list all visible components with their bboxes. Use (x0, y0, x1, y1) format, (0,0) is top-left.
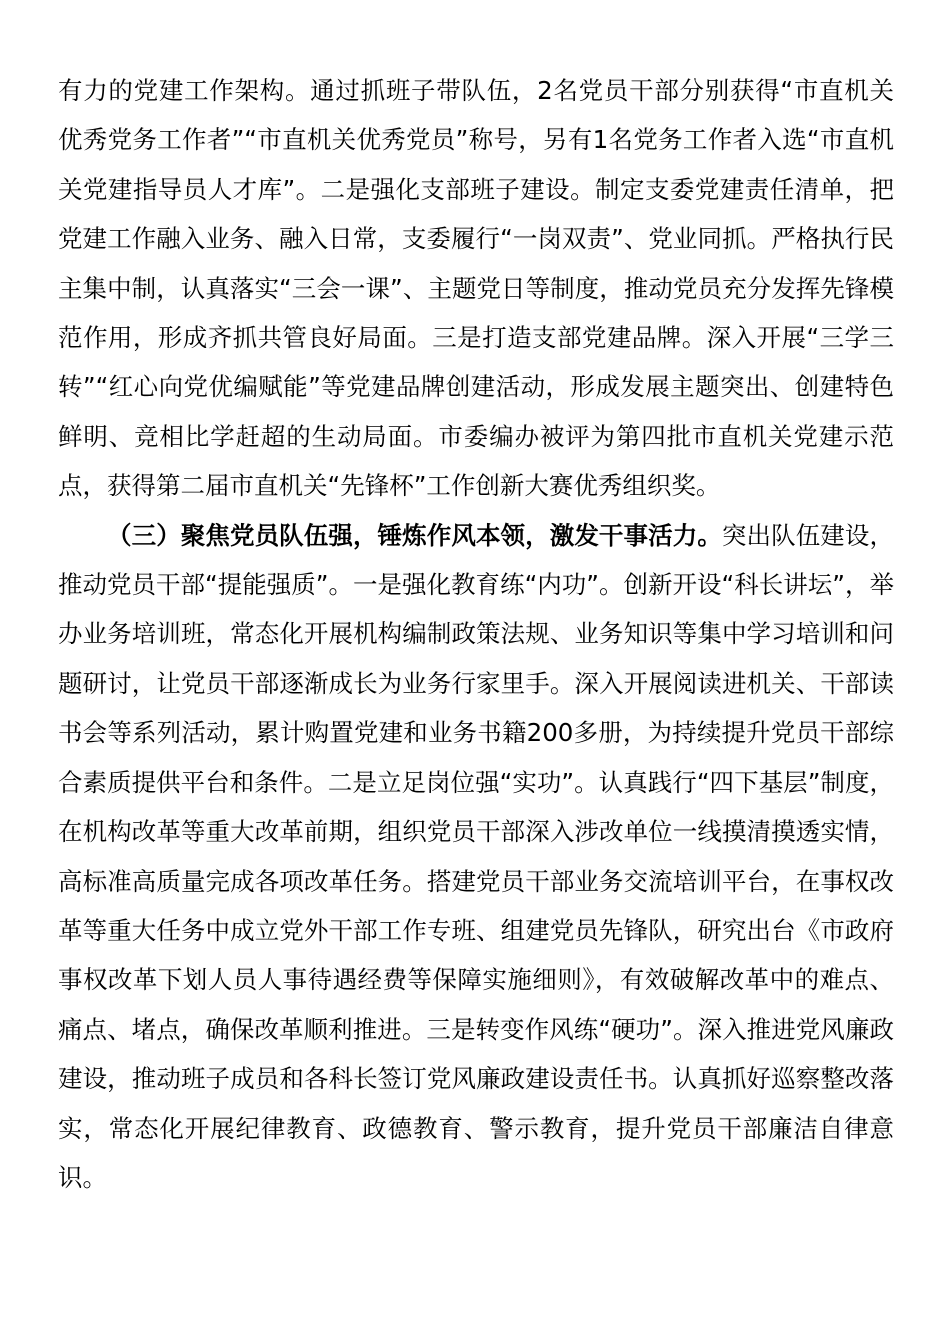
paragraph-continuation (58, 66, 894, 511)
paragraph-section-three (58, 511, 894, 1203)
section-heading: （三）聚焦党员队伍强，锤炼作风本领，激发干事活力。 (107, 520, 722, 550)
paragraph-body: 有力的党建工作架构。通过抓班子带队伍，2名党员干部分别获得“市直机关优秀党务工作者”“市直机关优秀党员”称号，另有1名党务工作者入选“市直机关党建指导员人才库”。二是强化支部班子建设。制定支委党建责任清单，把党建工作融入业务、融入日常，支委履行“一岗双责”、党业同抓。严格执行民主集中制，认真落实“三会一课”、主题党日等制度，推动党员充分发挥先锋模范作用，形成齐抓共管良好局面。三是打造支部党建品牌。深入开展“三学三转”“红心向党优编赋能”等党建品牌创建活动，形成发展主题突出、创建特色鲜明、竞相比学赶超的生动局面。市委编办被评为第四批市直机关党建示范点，获得第二届市直机关“先锋杯”工作创新大赛优秀组织奖。 (58, 76, 894, 501)
paragraph-body: 突出队伍建设，推动党员干部“提能强质”。一是强化教育练“内功”。创新开设“科长讲坛”，举办业务培训班，常态化开展机构编制政策法规、业务知识等集中学习培训和问题研讨，让党员干部逐渐成长为业务行家里手。深入开展阅读进机关、干部读书会等系列活动，累计购置党建和业务书籍200多册，为持续提升党员干部综合素质提供平台和条件。二是立足岗位强“实功”。认真践行“四下基层”制度，在机构改革等重大改革前期，组织党员干部深入涉改单位一线摸清摸透实情，高标准高质量完成各项改革任务。搭建党员干部业务交流培训平台，在事权改革等重大任务中成立党外干部工作专班、组建党员先锋队，研究出台《市政府事权改革下划人员人事待遇经费等保障实施细则》，有效破解改革中的难点、痛点、堵点，确保改革顺利推进。三是转变作风练“硬功”。深入推进党风廉政建设，推动班子成员和各科长签订党风廉政建设责任书。认真抓好巡察整改落实，常态化开展纪律教育、政德教育、警示教育，提升党员干部廉洁自律意识。 (58, 520, 895, 1192)
document-page (58, 66, 894, 1202)
